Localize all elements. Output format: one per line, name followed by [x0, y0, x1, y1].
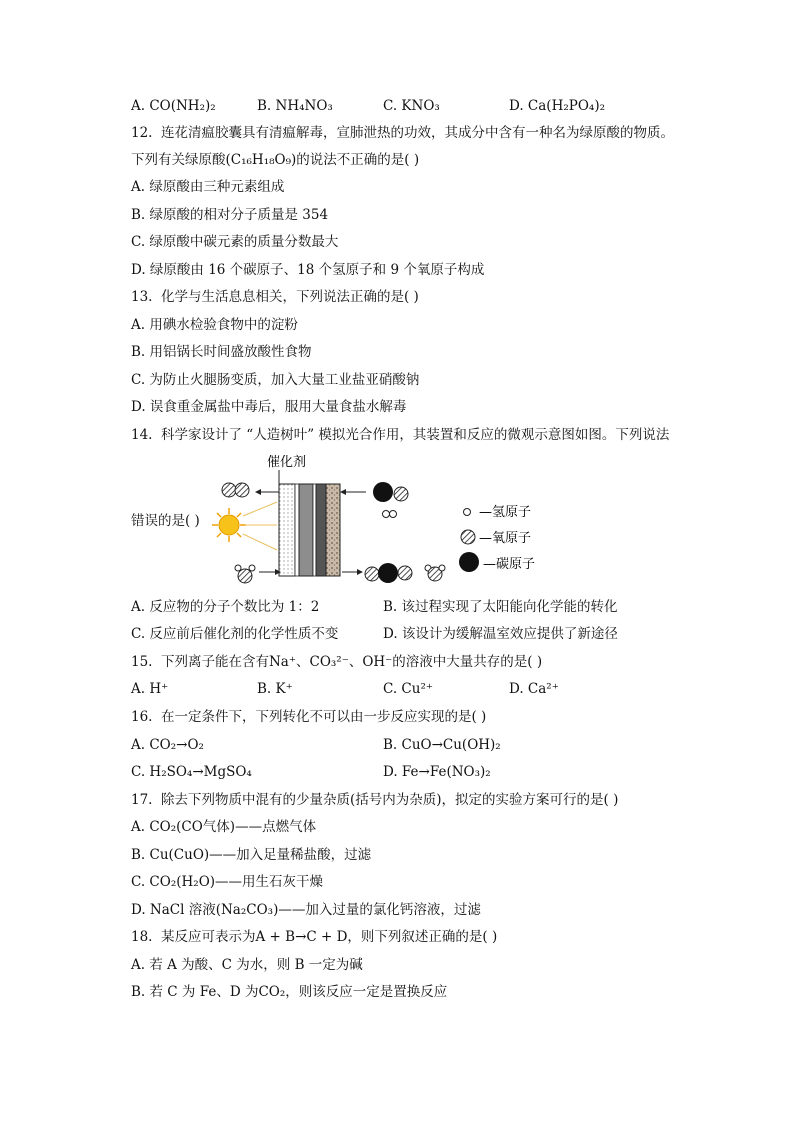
- legend-carbon: —碳原子: [483, 557, 536, 572]
- q12-option-d: D. 绿原酸由 16 个碳原子、18 个氢原子和 9 个氧原子构成: [131, 262, 485, 278]
- q13-option-c: C. 为防止火腿肠变质，加入大量工业盐亚硝酸钠: [131, 372, 420, 388]
- oxygen-atom-icon: [461, 530, 475, 544]
- oxygen-molecule-top-left: [222, 483, 249, 497]
- q16-stem: [131, 708, 486, 726]
- q13-option-a: A. 用碘水检验食物中的淀粉: [131, 317, 298, 333]
- q17-option-d: D. NaCl 溶液(Na₂CO₃)——加入过量的氯化钙溶液，过滤: [131, 902, 481, 918]
- legend-hydrogen: —氢原子: [479, 505, 532, 520]
- question-number: 13.: [131, 289, 153, 305]
- q18-stem-text: 某反应可表示为A + B→C + D，则下列叙述正确的是( ): [161, 929, 498, 945]
- question-number: 17.: [131, 792, 153, 808]
- legend: [459, 505, 535, 572]
- q13-stem-text: 化学与生活息息相关，下列说法正确的是( ): [161, 289, 419, 305]
- q14-option-d: D. 该设计为缓解温室效应提供了新途径: [383, 626, 618, 642]
- q18-option-a: A. 若 A 为酸、C 为水，则 B 一定为碱: [131, 957, 363, 973]
- q17-option-c: C. CO₂(H₂O)——用生石灰干燥: [131, 874, 324, 890]
- legend-oxygen: —氧原子: [479, 531, 532, 546]
- artificial-leaf-figure: [131, 452, 571, 592]
- q14-option-b: B. 该过程实现了太阳能向化学能的转化: [383, 599, 618, 615]
- q17-stem-text: 除去下列物质中混有的少量杂质(括号内为杂质)，拟定的实验方案可行的是( ): [161, 792, 619, 808]
- q14-stem: [131, 426, 669, 444]
- question-number: 16.: [131, 709, 153, 725]
- question-number: 15.: [131, 654, 153, 670]
- q18-stem: [131, 928, 497, 946]
- membrane-layer: [299, 484, 313, 576]
- water-molecule-bottom-left: [235, 565, 255, 583]
- hydrogen-molecule: [383, 511, 397, 518]
- q12-option-c: C. 绿原酸中碳元素的质量分数最大: [131, 234, 339, 250]
- sun-icon: [212, 508, 246, 542]
- q12-option-b: B. 绿原酸的相对分子质量是 354: [131, 207, 329, 223]
- q12-stem: [131, 124, 674, 142]
- catalyst-label: 催化剂: [267, 455, 307, 470]
- q14-option-c: C. 反应前后催化剂的化学性质不变: [131, 626, 339, 642]
- q15-stem-text: 下列离子能在含有Na⁺、CO₃²⁻、OH⁻的溶液中大量共存的是( ): [161, 654, 543, 670]
- q12-stem-line2: 下列有关绿原酸(C₁₆H₁₈O₉)的说法不正确的是( ): [131, 152, 420, 168]
- q14-stem-line2: 错误的是( ): [131, 513, 200, 529]
- q12-option-a: A. 绿原酸由三种元素组成: [131, 179, 285, 195]
- q12-stem-text: 连花清瘟胶囊具有清瘟解毒，宣肺泄热的功效，其成分中含有一种名为绿原酸的物质。: [161, 125, 674, 141]
- q11-option-a: A. CO(NH₂)₂: [131, 98, 216, 114]
- q15-option-c: C. Cu²⁺: [383, 681, 433, 697]
- water-molecule-bottom-right: [425, 565, 445, 581]
- q11-option-c: C. KNO₃: [383, 98, 440, 114]
- q15-option-a: A. H⁺: [131, 681, 169, 697]
- catalyst-layer: [279, 484, 295, 576]
- electrode-layer: [326, 484, 340, 576]
- artificial-leaf-diagram: [131, 452, 571, 592]
- q16-option-b: B. CuO→Cu(OH)₂: [383, 737, 501, 753]
- q11-option-d: D. Ca(H₂PO₄)₂: [509, 98, 605, 114]
- q15-option-b: B. K⁺: [257, 681, 293, 697]
- carbon-atom-icon: [459, 552, 479, 572]
- q17-stem: [131, 791, 618, 809]
- q16-option-d: D. Fe→Fe(NO₃)₂: [383, 764, 491, 780]
- q16-stem-text: 在一定条件下，下列转化不可以由一步反应实现的是( ): [161, 709, 487, 725]
- q11-option-b: B. NH₄NO₃: [257, 98, 333, 114]
- q15-option-d: D. Ca²⁺: [509, 681, 559, 697]
- q16-option-c: C. H₂SO₄→MgSO₄: [131, 764, 252, 780]
- q17-option-a: A. CO₂(CO气体)——点燃气体: [131, 819, 317, 835]
- q14-option-a: A. 反应物的分子个数比为 1：2: [131, 599, 320, 615]
- q17-option-b: B. Cu(CuO)——加入足量稀盐酸，过滤: [131, 847, 372, 863]
- q13-stem: [131, 288, 419, 306]
- q13-option-b: B. 用铝锅长时间盛放酸性食物: [131, 344, 312, 360]
- q13-option-d: D. 误食重金属盐中毒后，服用大量食盐水解毒: [131, 399, 407, 415]
- q14-stem-text: 科学家设计了 “人造树叶” 模拟光合作用，其装置和反应的微观示意图如图。下列说法: [161, 427, 670, 443]
- q18-option-b: B. 若 C 为 Fe、D 为CO₂，则该反应一定是置换反应: [131, 984, 448, 1000]
- question-number: 18.: [131, 929, 153, 945]
- question-number: 12.: [131, 125, 153, 141]
- methanol-molecule-bottom-right: [365, 563, 412, 583]
- co2-molecule-top-right: [373, 482, 408, 502]
- hydrogen-atom-icon: [464, 509, 471, 516]
- q16-option-a: A. CO₂→O₂: [131, 737, 204, 753]
- q15-stem: [131, 653, 542, 671]
- question-number: 14.: [131, 427, 153, 443]
